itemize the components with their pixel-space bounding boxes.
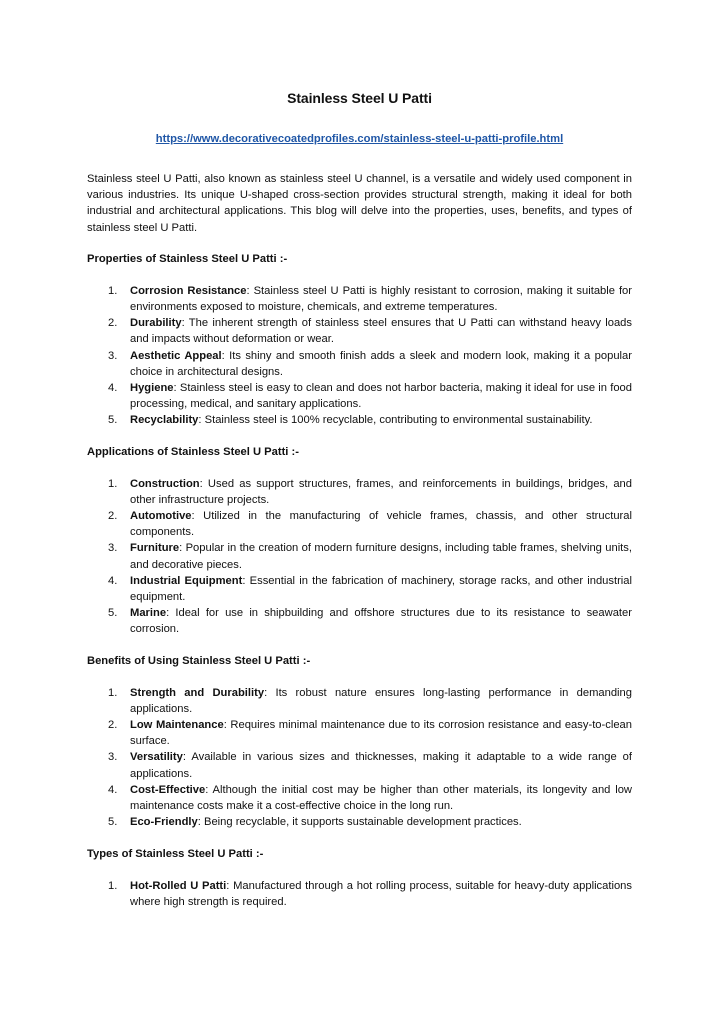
list-item-text: : The inherent strength of stainless steel ensures that U Patti can withstand heavy loads and impacts without deformation or wear. [130,317,632,346]
list-item-number: 2. [108,317,118,330]
section-heading: Applications of Stainless Steel U Patti :- [87,445,299,458]
list-item-term: Marine [130,607,167,620]
list-item-term: Eco-Friendly [130,816,198,829]
list-item-text: : Essential in the fabrication of machinery, storage racks, and other industrial equipment. [130,574,633,604]
numbered-list [87,878,632,910]
list-item [87,283,632,315]
list-item-text: : Used as support structures, frames, and reinforcements in buildings, bridges, and other infrastructure projects. [130,477,632,506]
list-item-number: 1. [108,686,118,699]
list-item-text: : Being recyclable, it supports sustainable development practices. [197,816,522,829]
list-item [87,749,632,781]
list-item [87,717,632,749]
list-item [87,814,632,830]
numbered-list [87,685,632,831]
list-item-text: : Although the initial cost may be higher than other materials, its longevity and low maintenance costs make it a cost-effective choice in the long run. [130,783,632,813]
list-item-text: : Popular in the creation of modern furniture designs, including table frames, shelving units, and decorative pieces. [130,542,632,571]
list-item-term: Hot-Rolled U Patti [130,879,227,892]
list-item-number: 1. [108,284,118,297]
source-link[interactable]: https://www.decorativecoatedprofiles.com/stainless-steel-u-patti-profile.html [155,133,564,145]
numbered-list [87,476,632,638]
list-item-term: Versatility [130,751,183,764]
list-item-term: Industrial Equipment [130,574,243,587]
list-item-number: 1. [108,879,118,892]
list-item [87,412,632,428]
list-item-text: : Its shiny and smooth finish adds a sleek and modern look, making it a popular choice in architectural designs. [130,349,632,378]
list-item-number: 4. [108,382,118,395]
list-item [87,878,632,910]
list-item-number: 5. [108,607,118,620]
list-item [87,508,632,540]
list-item-text: : Utilized in the manufacturing of vehicle frames, chassis, and other structural components. [130,510,632,539]
list-item-number: 4. [108,783,118,796]
list-item-text: : Stainless steel is easy to clean and does not harbor bacteria, making it ideal for use in food processing, medical, and sanitary applications. [130,382,632,411]
list-item-term: Furniture [130,542,180,555]
list-item-text: : Stainless steel U Patti is highly resistant to corrosion, making it suitable for environments exposed to moisture, chemicals, and extreme temperatures. [130,284,632,314]
section-heading: Benefits of Using Stainless Steel U Patti :- [87,654,311,667]
document-page [87,0,632,910]
list-item-term: Low Maintenance [130,719,224,732]
list-item-number: 5. [108,414,118,427]
list-item-number: 3. [108,542,118,555]
list-item-text: : Requires minimal maintenance due to its corrosion resistance and easy-to-clean surface. [130,719,632,748]
list-item-term: Durability [130,317,182,330]
list-item-number: 1. [108,477,118,490]
page-title: Stainless Steel U Patti [287,90,432,106]
list-item-number: 4. [108,574,118,587]
list-item-term: Hygiene [130,382,174,395]
section-heading: Types of Stainless Steel U Patti :- [87,847,264,860]
list-item-number: 2. [108,510,118,523]
list-item-number: 3. [108,349,118,362]
list-item-term: Recyclability [130,414,199,427]
list-item-term: Automotive [130,510,192,523]
list-item-text: : Ideal for use in shipbuilding and offshore structures due to its resistance to seawater corrosion. [130,607,632,636]
list-item-term: Aesthetic Appeal [130,349,222,362]
list-item [87,348,632,380]
list-item [87,380,632,412]
sections-container [87,251,632,910]
list-item [87,782,632,814]
list-item-term: Cost-Effective [130,783,206,796]
list-item [87,315,632,347]
list-item-text: : Stainless steel is 100% recyclable, contributing to environmental sustainability. [198,414,593,427]
list-item-number: 3. [108,751,118,764]
list-item [87,685,632,717]
intro-paragraph: Stainless steel U Patti, also known as stainless steel U channel, is a versatile and widely used component in various industries. Its unique U-shaped cross-section provides structural strength, making it ideal for both industrial and architectural applications. This blog will delve into the properties, uses, benefits, and types of stainless steel U Patti. [87,173,632,234]
section-heading: Properties of Stainless Steel U Patti :- [87,252,288,265]
list-item-term: Construction [130,477,200,490]
list-item [87,540,632,572]
source-link-line [87,132,632,147]
list-item-term: Strength and Durability [130,686,265,699]
list-item [87,476,632,508]
list-item-term: Corrosion Resistance [130,284,247,297]
list-item [87,573,632,605]
list-item-text: : Its robust nature ensures long-lasting performance in demanding applications. [130,686,632,715]
numbered-list [87,283,632,429]
list-item [87,605,632,637]
list-item-text: : Manufactured through a hot rolling process, suitable for heavy-duty applications where high strength is required. [130,879,632,908]
list-item-number: 5. [108,816,118,829]
list-item-text: : Available in various sizes and thicknesses, making it adaptable to a wide range of applications. [130,751,632,780]
list-item-number: 2. [108,719,118,732]
